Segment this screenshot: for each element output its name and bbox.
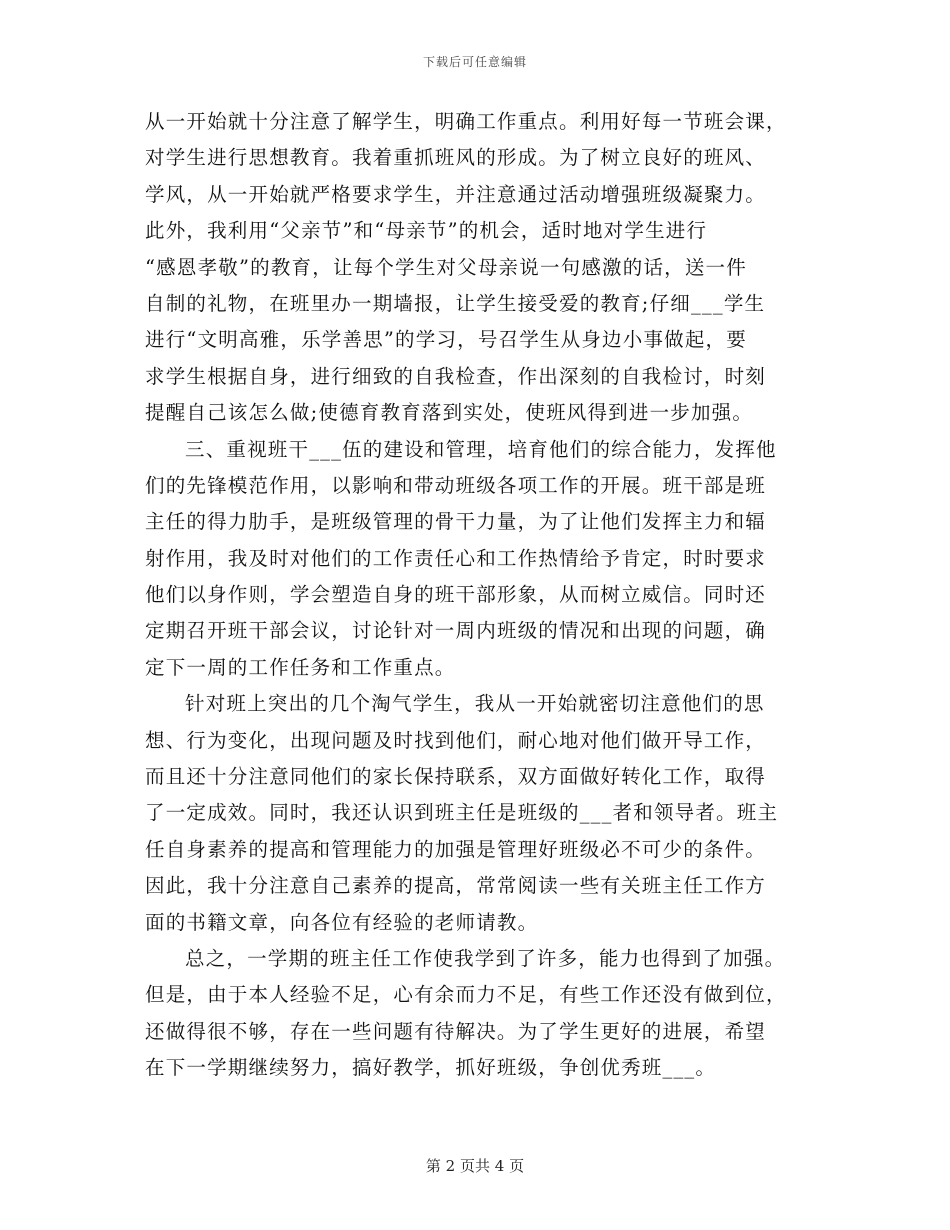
text-line: 了一定成效。同时，我还认识到班主任是班级的___者和领导者。班主 (145, 801, 779, 825)
text-line: 提醒自己该怎么做;使德育教育落到实处，使班风得到进一步加强。 (145, 401, 754, 425)
paragraph-start-line: 三、重视班干___伍的建设和管理，培育他们的综合能力，发挥他 (185, 437, 777, 461)
text-line: 他们以身作则，学会塑造自身的班干部形象，从而树立威信。同时还 (145, 583, 767, 607)
text-line: 面的书籍文章，向各位有经验的老师请教。 (145, 910, 539, 934)
text-line: 射作用，我及时对他们的工作责任心和工作热情给予肯定，时时要求 (145, 546, 767, 570)
text-line: 进行“文明高雅，乐学善思”的学习，号召学生从身边小事做起，要 (145, 328, 747, 352)
text-line: 定期召开班干部会议，讨论针对一周内班级的情况和出现的问题，确 (145, 619, 767, 643)
text-line: 学风，从一开始就严格要求学生，并注意通过活动增强班级凝聚力。 (145, 182, 767, 206)
text-line: “感恩孝敬”的教育，让每个学生对父母亲说一句感激的话，送一件 (145, 255, 747, 279)
text-line: 自制的礼物，在班里办一期墙报，让学生接受爱的教育;仔细___学生 (145, 291, 766, 315)
document-body (145, 104, 813, 1087)
text-line: 对学生进行思想教育。我着重抓班风的形成。为了树立良好的班风、 (145, 146, 767, 170)
text-line: 而且还十分注意同他们的家长保持联系，双方面做好转化工作，取得 (145, 765, 767, 789)
text-line: 因此，我十分注意自己素养的提高，常常阅读一些有关班主任工作方 (145, 874, 767, 898)
paragraph-start-line: 针对班上突出的几个淘气学生，我从一开始就密切注意他们的思 (185, 692, 765, 716)
text-line: 们的先锋模范作用，以影响和带动班级各项工作的开展。班干部是班 (145, 473, 767, 497)
text-line: 在下一学期继续努力，搞好教学，抓好班级，争创优秀班___。 (145, 1056, 717, 1080)
text-line: 但是，由于本人经验不足，心有余而力不足，有些工作还没有做到位， (145, 983, 787, 1007)
page-footer: 第 2 页共 4 页 (425, 1157, 525, 1175)
text-line: 定下一周的工作任务和工作重点。 (145, 655, 456, 679)
text-line: 从一开始就十分注意了解学生，明确工作重点。利用好每一节班会课， (145, 110, 787, 133)
text-line: 任自身素养的提高和管理能力的加强是管理好班级必不可少的条件。 (145, 837, 767, 861)
text-line: 此外，我利用“父亲节”和“母亲节”的机会，适时地对学生进行 (145, 219, 708, 243)
text-line: 想、行为变化，出现问题及时找到他们，耐心地对他们做开导工作， (145, 728, 767, 752)
paragraph-start-line: 总之，一学期的班主任工作使我学到了许多，能力也得到了加强。 (185, 946, 786, 970)
text-line: 还做得很不够，存在一些问题有待解决。为了学生更好的进展，希望 (145, 1019, 767, 1043)
text-line: 主任的得力肋手，是班级管理的骨干力量，为了让他们发挥主力和辐 (145, 510, 767, 534)
text-line: 求学生根据自身，进行细致的自我检查，作出深刻的自我检讨，时刻 (145, 364, 767, 388)
page-header: 下载后可任意编辑 (422, 55, 527, 69)
